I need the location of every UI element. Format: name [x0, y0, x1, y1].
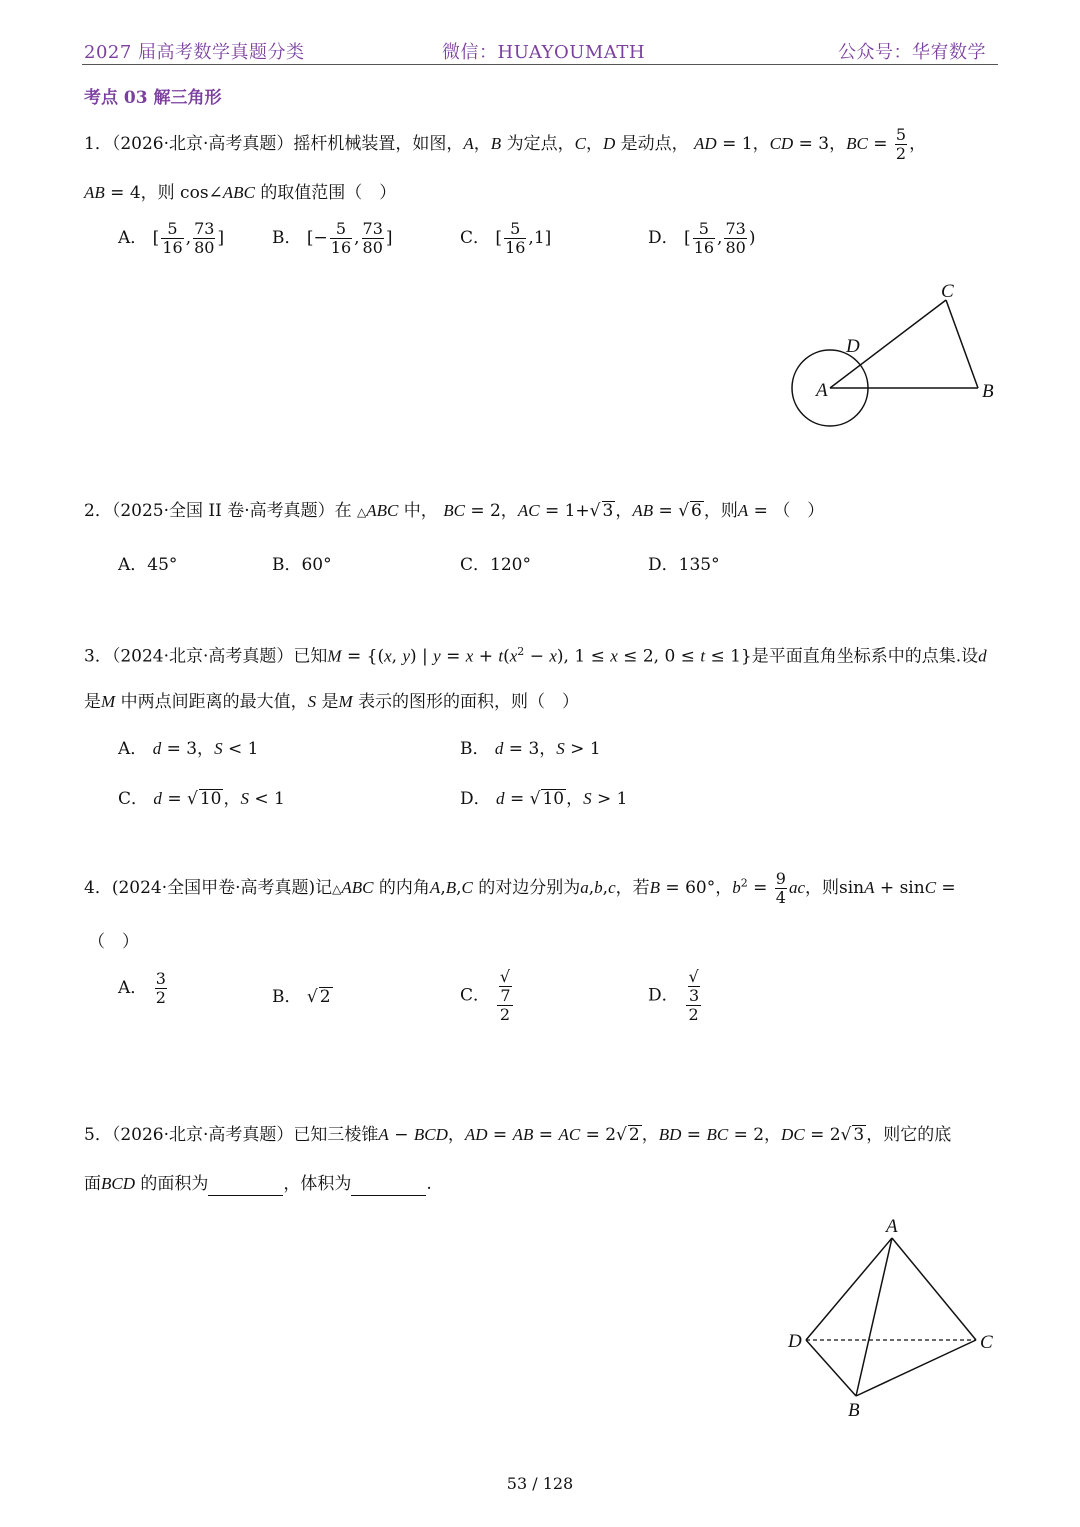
- figure1-label-a: A: [816, 380, 828, 401]
- question-4-option-d[interactable]: D． √ 3 2: [648, 967, 700, 1024]
- question-3-option-d[interactable]: D． d = √ 10 ，S > 1: [460, 789, 628, 809]
- figure-triangular-pyramid: [780, 1210, 1010, 1425]
- question-1-option-b[interactable]: B． [− $\frac{5}{16}$ , $\frac{73}{80}$ ]: [272, 219, 393, 257]
- figure1-label-c: C: [941, 281, 954, 302]
- header-left: 2027 届高考数学真题分类: [84, 42, 305, 63]
- question-3-line-1: 3．（2024·北京·高考真题）已知M = {(x, y) | $y = x + t(x^2 - x)$, 1 ≤ x ≤ 2, 0 ≤ t ≤ 1}是平面直角坐标系中的点集.设d: [84, 645, 987, 667]
- question-4-option-c[interactable]: C． √ 7 2: [460, 967, 511, 1024]
- header-divider: [82, 64, 998, 65]
- figure1-label-b: B: [982, 381, 994, 402]
- figure1-label-d: D: [846, 336, 860, 357]
- figure-rocker-mechanism: [780, 276, 1010, 436]
- question-2-option-c[interactable]: C．120°: [460, 555, 531, 575]
- area-answer-blank[interactable]: [208, 1177, 283, 1196]
- question-2-option-a[interactable]: A．45°: [118, 555, 178, 575]
- question-4-option-a[interactable]: A． $\frac{3}{2}$: [118, 969, 166, 1007]
- question-1-option-a[interactable]: A． [ $\frac{5}{16}$ , $\frac{73}{80}$ ]: [118, 219, 225, 257]
- header-right: 公众号：华宥数学: [838, 42, 986, 63]
- question-2-stem: 2．（2025·全国 II 卷·高考真题）在 △ABC 中， BC = 2，AC = 1+√ 3 ，AB = √ 6 ，则A = （ ）: [84, 501, 825, 521]
- question-1-line-1: 1．（2026·北京·高考真题）摇杆机械装置，如图，A，B 为定点，C，D 是动点， AD = 1，CD = 3，BC = $\frac{5}{2}$ ，: [84, 125, 927, 163]
- question-4-line-1: 4．(2024·全国甲卷·高考真题)记△ABC 的内角A,B,C 的对边分别为a,b,c，若B = 60°，$b^2$ = $\frac{9}{4}$ ac，则sinA + sinC =: [84, 869, 956, 907]
- question-3-option-a[interactable]: A． d = 3，S < 1: [118, 739, 259, 759]
- page-number: 53 / 128: [506, 1474, 574, 1493]
- section-title: 考点 03 解三角形: [84, 88, 222, 108]
- question-1-line-2: AB = 4，则 cos∠ABC 的取值范围（ ）: [84, 183, 397, 203]
- question-1-option-d[interactable]: D． [ $\frac{5}{16}$ , $\frac{73}{80}$ ): [648, 219, 756, 257]
- figure2-label-d: D: [788, 1331, 802, 1352]
- question-4-line-2: （ ）: [88, 932, 139, 952]
- volume-answer-blank[interactable]: [351, 1177, 426, 1196]
- question-3-option-b[interactable]: B． d = 3，S > 1: [460, 739, 601, 759]
- question-5-line-1: 5．（2026·北京·高考真题）已知三棱锥A − BCD，AD = AB = AC = 2√ 2 ，BD = BC = 2，DC = 2√ 3 ，则它的底: [84, 1125, 952, 1145]
- question-3-option-c[interactable]: C． d = √ 10 ，S < 1: [118, 789, 285, 809]
- question-3-line-2: 是M 中两点间距离的最大值，S 是M 表示的图形的面积，则（ ）: [84, 692, 580, 712]
- figure2-label-c: C: [980, 1332, 993, 1353]
- question-4-option-b[interactable]: B． √ 2: [272, 987, 331, 1007]
- figure2-label-b: B: [848, 1400, 860, 1421]
- figure2-label-a: A: [886, 1216, 898, 1237]
- question-2-option-d[interactable]: D．135°: [648, 555, 720, 575]
- question-1-option-c[interactable]: C． [ $\frac{5}{16}$ ,1]: [460, 219, 552, 257]
- question-5-line-2: 面BCD 的面积为 ，体积为 .: [84, 1174, 432, 1194]
- header-center: 微信：HUAYOUMATH: [442, 42, 646, 63]
- question-2-option-b[interactable]: B．60°: [272, 555, 332, 575]
